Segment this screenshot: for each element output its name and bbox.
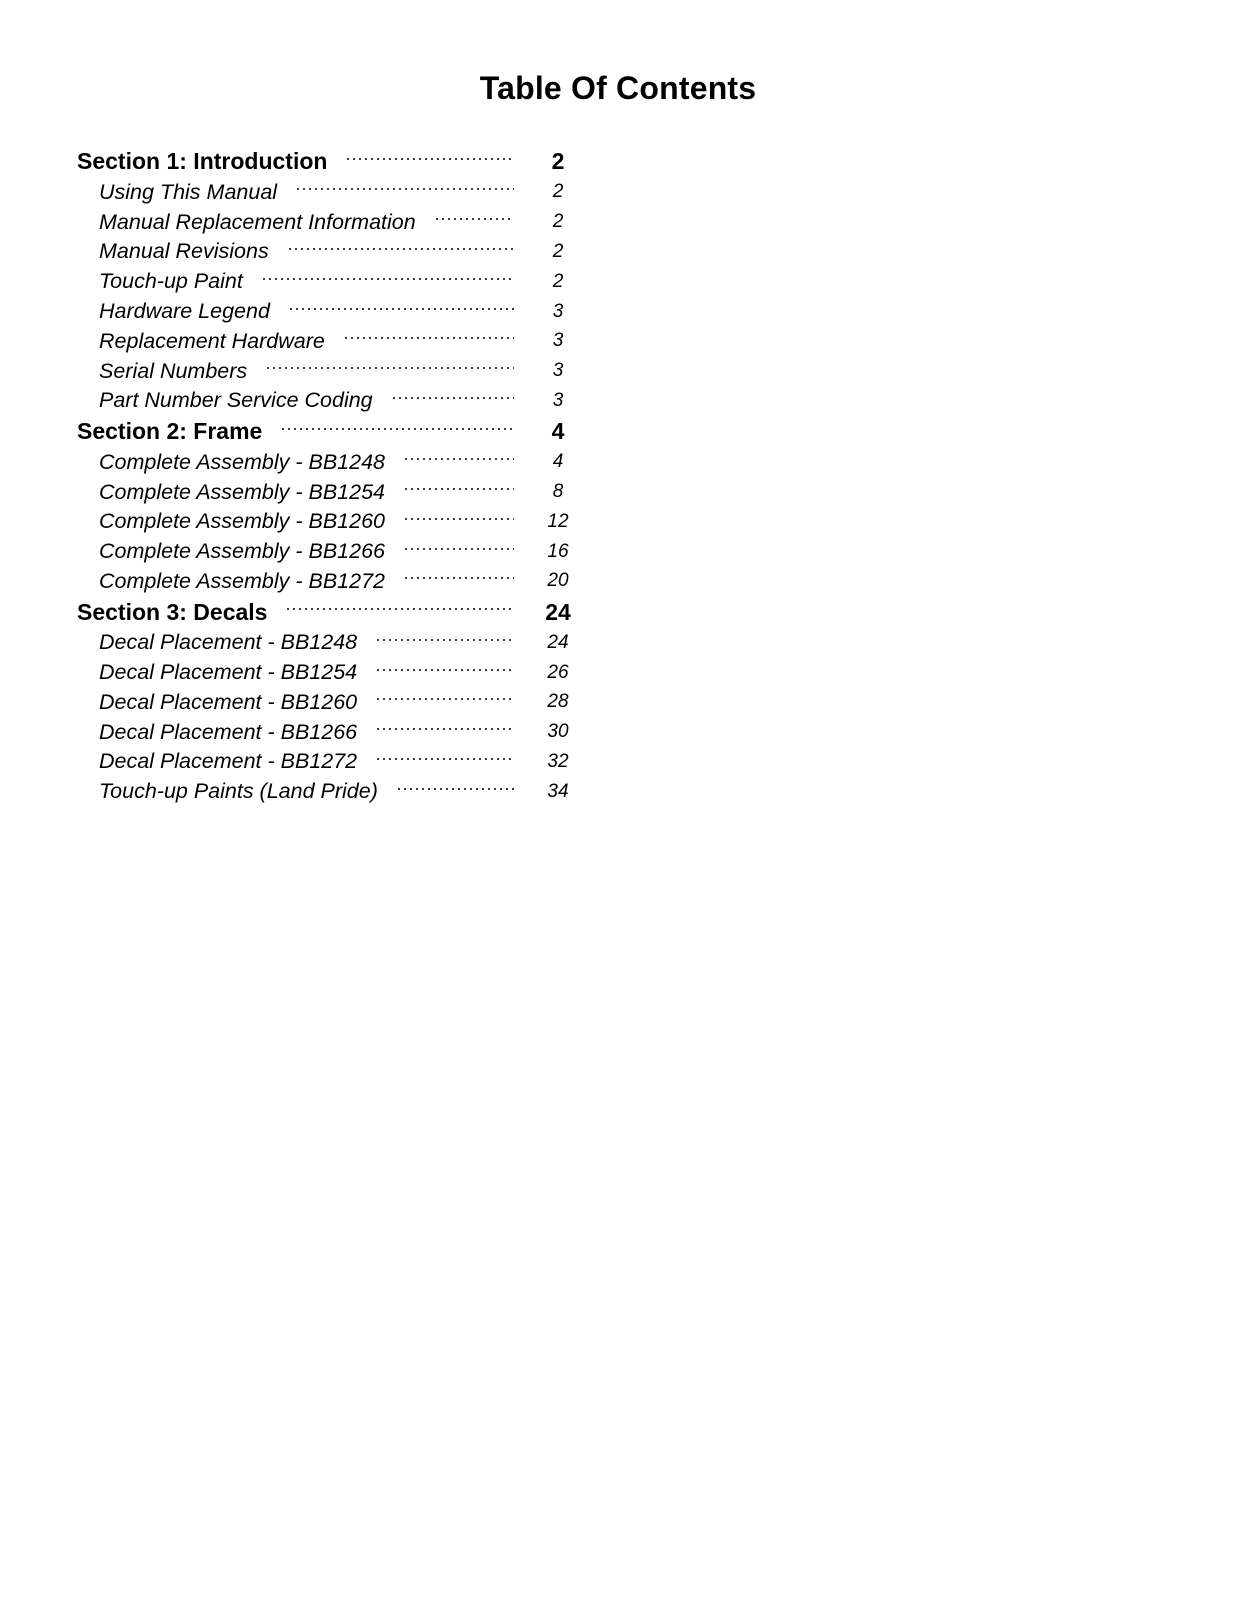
toc-entry-part-number-service-coding[interactable]	[77, 386, 587, 416]
dot-leader	[345, 158, 514, 160]
entry-title: Complete Assembly - BB1254	[99, 479, 385, 504]
page-number: 4	[551, 418, 565, 445]
toc-entry-decal-placement-bb1248[interactable]	[77, 628, 587, 658]
entry-title: Touch-up Paints (Land Pride)	[99, 779, 378, 804]
entry-title: Decal Placement - BB1254	[99, 660, 358, 685]
dot-leader	[375, 758, 514, 760]
dot-leader	[391, 397, 514, 399]
page-number: 32	[547, 750, 569, 772]
table-of-contents	[77, 146, 587, 807]
toc-entry-complete-assembly-bb1248[interactable]	[77, 447, 587, 477]
dot-leader	[403, 458, 514, 460]
page-number: 24	[547, 631, 569, 653]
page-number: 2	[552, 181, 564, 203]
dot-leader	[403, 548, 514, 550]
dot-leader	[403, 577, 514, 579]
toc-entry-complete-assembly-bb1260[interactable]	[77, 507, 587, 537]
dot-leader	[375, 669, 514, 671]
toc-entry-serial-numbers[interactable]	[77, 356, 587, 386]
entry-title: Complete Assembly - BB1260	[99, 509, 385, 534]
toc-entry-replacement-hardware[interactable]	[77, 326, 587, 356]
page-number: 2	[551, 148, 565, 175]
toc-section-introduction[interactable]	[77, 146, 587, 178]
entry-title: Complete Assembly - BB1248	[99, 449, 385, 474]
page-title: Table Of Contents	[479, 70, 757, 106]
entry-title: Manual Replacement Information	[99, 209, 416, 234]
dot-leader	[343, 337, 514, 339]
entry-title: Part Number Service Coding	[99, 388, 373, 413]
entry-title: Decal Placement - BB1266	[99, 719, 358, 744]
page-number: 26	[547, 661, 569, 683]
page-number: 2	[552, 211, 564, 233]
entry-title: Using This Manual	[99, 179, 278, 204]
dot-leader	[265, 367, 514, 369]
toc-entry-touch-up-paint[interactable]	[77, 267, 587, 297]
toc-entry-hardware-legend[interactable]	[77, 297, 587, 327]
entry-title: Decal Placement - BB1272	[99, 749, 358, 774]
entry-title: Complete Assembly - BB1266	[99, 539, 385, 564]
page-number: 28	[547, 691, 569, 713]
dot-leader	[288, 308, 514, 310]
dot-leader	[285, 608, 514, 610]
toc-entry-decal-placement-bb1272[interactable]	[77, 747, 587, 777]
entry-title: Manual Revisions	[99, 239, 269, 264]
page-number: 12	[547, 510, 569, 532]
dot-leader	[261, 278, 514, 280]
page-number: 2	[552, 240, 564, 262]
page-number: 20	[547, 570, 569, 592]
toc-section-frame[interactable]	[77, 416, 587, 448]
toc-section-decals[interactable]	[77, 596, 587, 628]
toc-entry-using-this-manual[interactable]	[77, 178, 587, 208]
dot-leader	[375, 698, 514, 700]
toc-entry-complete-assembly-bb1254[interactable]	[77, 477, 587, 507]
section-title: Section 3: Decals	[77, 598, 268, 625]
page-number: 3	[552, 330, 564, 352]
toc-entry-manual-replacement-information[interactable]	[77, 207, 587, 237]
page-number: 30	[547, 721, 569, 743]
dot-leader	[287, 248, 514, 250]
dot-leader	[375, 639, 514, 641]
page-number: 3	[552, 389, 564, 411]
page-number: 34	[547, 780, 569, 802]
page-number: 3	[552, 360, 564, 382]
dot-leader	[375, 728, 514, 730]
page-number: 16	[547, 540, 569, 562]
entry-title: Touch-up Paint	[99, 269, 243, 294]
entry-title: Hardware Legend	[99, 299, 270, 324]
toc-entry-decal-placement-bb1266[interactable]	[77, 717, 587, 747]
entry-title: Decal Placement - BB1248	[99, 630, 358, 655]
entry-title: Decal Placement - BB1260	[99, 689, 358, 714]
dot-leader	[396, 788, 514, 790]
dot-leader	[280, 428, 514, 430]
page-number: 24	[545, 598, 571, 625]
toc-entry-complete-assembly-bb1266[interactable]	[77, 537, 587, 567]
entry-title: Replacement Hardware	[99, 328, 325, 353]
toc-entry-complete-assembly-bb1272[interactable]	[77, 567, 587, 597]
toc-entry-decal-placement-bb1260[interactable]	[77, 687, 587, 717]
section-title: Section 1: Introduction	[77, 148, 328, 175]
page-number: 2	[552, 270, 564, 292]
dot-leader	[434, 218, 514, 220]
section-title: Section 2: Frame	[77, 418, 263, 445]
entry-title: Complete Assembly - BB1272	[99, 568, 385, 593]
dot-leader	[403, 488, 514, 490]
toc-entry-touch-up-paints-land-pride[interactable]	[77, 777, 587, 807]
toc-entry-manual-revisions[interactable]	[77, 237, 587, 267]
dot-leader	[403, 518, 514, 520]
page-number: 3	[552, 300, 564, 322]
toc-entry-decal-placement-bb1254[interactable]	[77, 658, 587, 688]
entry-title: Serial Numbers	[99, 358, 248, 383]
page-number: 4	[552, 451, 564, 473]
page-number: 8	[552, 481, 564, 503]
dot-leader	[295, 188, 514, 190]
